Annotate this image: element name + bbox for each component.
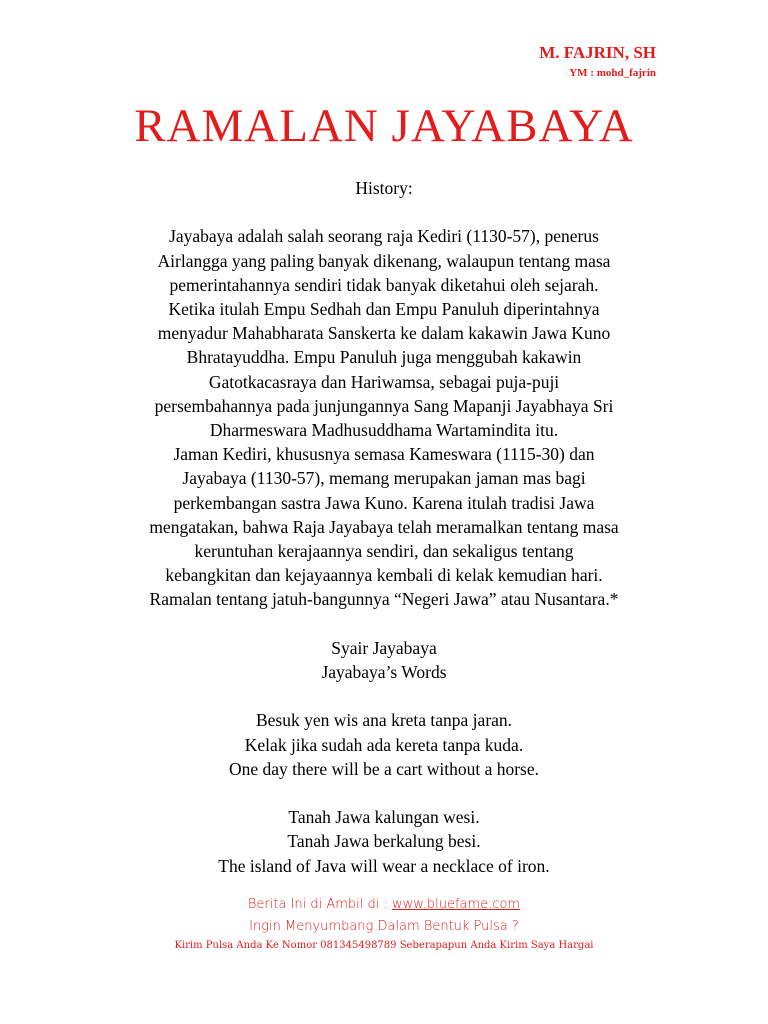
author-ym: YM : mohd_fajrin (569, 67, 656, 79)
stanza-line-javanese: Tanah Jawa kalungan wesi. (288, 807, 480, 828)
source-link[interactable]: www.bluefame.com (392, 897, 521, 912)
history-line: mengatakan, bahwa Raja Jayabaya telah meramalkan tentang masa (149, 516, 619, 537)
footer-source-prefix: Berita Ini di Ambil di : (247, 897, 393, 912)
history-line: Bhratayuddha. Empu Panuluh juga menggubah kakawin (186, 347, 582, 368)
history-heading: History: (355, 178, 413, 198)
history-line: Ketika itulah Empu Sedhah dan Empu Panuluh diperintahnya (168, 299, 600, 319)
syair-heading-block (90, 636, 678, 684)
author-name: M. FAJRIN, SH (539, 43, 656, 62)
stanza-line-indonesian: Kelak jika sudah ada kereta tanpa kuda. (244, 734, 524, 755)
history-line: menyadur Mahabharata Sanskerta ke dalam kakawin Jawa Kuno (157, 323, 611, 344)
footer (0, 894, 768, 954)
history-line: Jaman Kediri, khususnya semasa Kameswara (1115-30) dan (173, 444, 595, 465)
history-line: Gatotkacasraya dan Hariwamsa, sebagai puja-puji (208, 371, 560, 392)
history-paragraph (90, 224, 678, 611)
history-line: keruntuhan kerajaannya sendiri, dan sekaligus tentang (194, 541, 574, 562)
history-line: pemerintahannya sendiri tidak banyak diketahui oleh sejarah. (169, 274, 599, 295)
stanza-line-indonesian: Tanah Jawa berkalung besi. (287, 831, 481, 852)
stanza (90, 708, 678, 781)
history-line: Jayabaya (1130-57), memang merupakan jaman mas bagi (182, 468, 586, 489)
history-heading-block (90, 176, 678, 200)
syair-heading: Syair Jayabaya (331, 637, 437, 658)
history-line: kebangkitan dan kejayaannya kembali di kelak kemudian hari. (165, 565, 603, 586)
author-block (539, 42, 656, 80)
footer-source (0, 894, 768, 916)
history-line: Jayabaya adalah salah seorang raja Kediri (1130-57), penerus (169, 226, 599, 247)
footer-pulsa: Kirim Pulsa Anda Ke Nomor 081345498789 Seberapapun Anda Kirim Saya Hargai (174, 940, 594, 951)
history-line: Ramalan tentang jatuh-bangunnya “Negeri Jawa” atau Nusantara.* (149, 589, 619, 610)
syair-subheading: Jayabaya’s Words (321, 662, 447, 683)
stanza-line-english: One day there will be a cart without a horse. (228, 758, 540, 779)
stanza-line-english: The island of Java will wear a necklace of iron. (218, 855, 550, 876)
history-line: Airlangga yang paling banyak dikenang, walaupun tentang masa (157, 250, 611, 271)
history-line: Dharmeswara Madhusuddhama Wartamindita itu. (209, 420, 559, 441)
document-body (90, 176, 678, 902)
stanza (90, 805, 678, 878)
history-line: persembahannya pada junjungannya Sang Mapanji Jayabhaya Sri (154, 395, 614, 416)
footer-donate: Ingin Menyumbang Dalam Bentuk Pulsa ? (249, 919, 519, 934)
history-line: perkembangan sastra Jawa Kuno. Karena itulah tradisi Jawa (173, 492, 595, 513)
stanza-line-javanese: Besuk yen wis ana kreta tanpa jaran. (255, 710, 513, 731)
page-title: RAMALAN JAYABAYA (134, 100, 634, 152)
